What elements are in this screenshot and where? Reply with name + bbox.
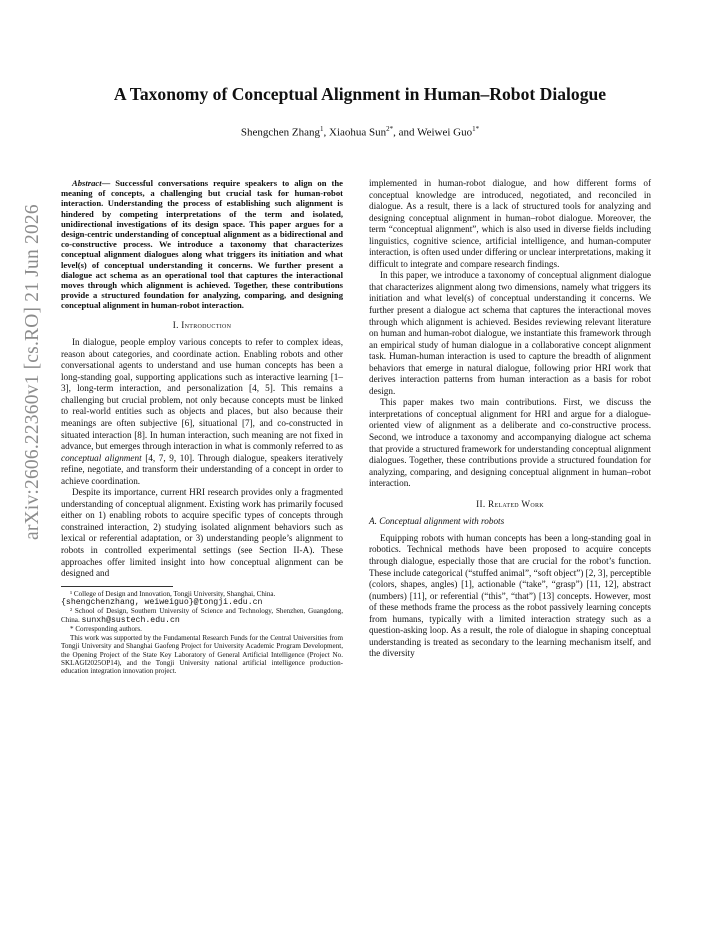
right-column <box>369 178 651 660</box>
footnote-corresponding: * Corresponding authors. <box>70 625 142 634</box>
body-paragraph: This paper makes two main contributions. First, we discuss the interpretations of conceptual alignment for HRI and argue for a dialogue-oriented view of alignment as a deliberate and co-constructive process. Second, we introduce a taxonomy and accompanying dialogue act schema that provide a structured framework for understanding conceptual alignment dialogues. Together, these contributions provide a structured foundation for analyzing, comparing, and designing conceptual alignment in human–robot interaction. <box>369 397 651 489</box>
footnote-rule <box>61 586 173 587</box>
subsection-heading: A. Conceptual alignment with robots <box>369 516 505 527</box>
body-paragraph: implemented in human-robot dialogue, and how different forms of conceptual knowledge are introduced, negotiated, and reconciled in dialogue. As a result, there is a lack of structured tools for analyzing and designing conceptual alignment in human–robot dialogue. Moreover, the term “conceptual alignment”, which is also used in diverse fields including linguistics, cognitive science, artificial intelligence, and human-computer interaction, is often used under differing or unclear interpretations, making it difficult to integrate and compare research findings. <box>369 178 652 269</box>
author-name: Weiwei Guo <box>417 126 473 139</box>
section-heading-introduction: I. Introduction <box>172 319 232 330</box>
author-affiliation-mark: 1 <box>320 125 324 133</box>
author-separator: , and <box>393 126 418 139</box>
arxiv-stamp: arXiv:2606.22360v1 [cs.RO] 21 Jun 2026 <box>22 204 43 540</box>
footnotes <box>61 590 343 676</box>
body-paragraph: Equipping robots with human concepts has been a long-standing goal in robotics. Technical methods have been proposed to acquire concepts through dialogue, especially those that are crucial for the robot’s function. These include categorical (“stuffed animal”, “soft object”) [2, 3], perceptible (colors, shapes, angles) [1], actionable (“take”, “grasp”) [11, 12], abstract (numbers) [11], or referential (“this”, “that”) [13] concepts. However, most of these methods frame the process as the robot passively learning concepts from humans, typically with a limited interaction strategy such as a question-asking loop. As a result, the role of dialogue in shaping conceptual understanding is treated as secondary to the learning mechanism itself, and the diversity <box>369 532 651 659</box>
footnote-affiliation-2 <box>61 607 343 625</box>
section-heading-related-work: II. Related Work <box>476 498 544 509</box>
intro-paragraph: Despite its importance, current HRI research provides only a fragmented understanding of conceptual alignment. Existing work has primarily focused either on 1) enabling robots to acquire specific types of concepts through constrained interaction, 2) studying isolated alignment behaviors such as lexical or referential adaptation, or 3) understanding people’s alignment to robots in controlled experimental settings (see Section II-A). These approaches offer limited insight into how conceptual alignment can be designed and <box>61 487 343 579</box>
author-line <box>0 125 720 139</box>
author-affiliation-mark: 1* <box>472 125 480 133</box>
abstract-text: Successful conversations require speakers to align on the meaning of concepts, a challenging but crucial task for human-robot interaction. Understanding the process of establishing such alignment is hindered by competing interpretations of the term and isolated, unidirectional investigations of its design space. This paper argues for a design-centric understanding of conceptual alignment as a bidirectional and co-constructive process. We introduce a taxonomy that characterizes conceptual alignment dialogues along what triggers its initiation and what level(s) of conceptual understanding it concerns. We further present a dialogue act schema as an operational tool that captures the interactional moves through which alignment is achieved. Together, these contributions provide a structured foundation for analyzing, comparing, and designing conceptual alignment in human-robot interaction. <box>61 178 343 311</box>
abstract-dash: — <box>101 178 116 188</box>
abstract <box>61 178 343 311</box>
footnote-text: ¹ College of Design and Innovation, Tongji University, Shanghai, China. <box>70 589 276 598</box>
author-separator: , <box>323 126 329 139</box>
body-paragraph: In this paper, we introduce a taxonomy of conceptual alignment dialogue that characterizes alignment along two dimensions, namely what triggers its initiation and what level(s) of conceptual understanding it concerns. We further present a dialogue act schema that captures the interactional moves through which alignment is achieved. Besides reviewing relevant literature on human and human-robot dialogue, we instantiate this framework through an empirical study of human dialogue in a collaborative concept alignment task. Human-human interaction is used to capture the breadth of alignment behaviors that emerge in natural dialogue, following prior HRI work that derives interaction patterns from human interaction as a basis for robot design. <box>369 270 651 396</box>
footnote-funding: This work was supported by the Fundamental Research Funds for the Central Universities from Tongji University and Shanghai Gaofeng Project for University Academic Program Development, the Opening Project of the State Key Laboratory of General Artificial Intelligence (Project No. SKLAGI2025OP14), and the Tongji University national artificial intelligence production-education integration innovation project. <box>61 633 343 676</box>
email-address[interactable]: sunxh@sustech.edu.cn <box>81 615 180 625</box>
footnote-affiliation-1 <box>61 590 343 608</box>
author-name: Shengchen Zhang <box>240 126 320 139</box>
abstract-label: Abstract <box>72 178 102 188</box>
email-address[interactable]: {shengchenzhang, weiweiguo}@tongji.edu.cn <box>61 598 263 608</box>
left-column <box>61 178 343 676</box>
paper-title: A Taxonomy of Conceptual Alignment in Human–Robot Dialogue <box>113 84 607 104</box>
intro-text: In dialogue, people employ various concepts to refer to complex ideas, reason about categories, and coordinate action. Enabling robots and other conversational agents to understand and use human concepts has been a long-standing goal, supporting applications such as interactive learning [1–3], long-term interaction, and personalization [4, 5]. This remains a challenging but crucial problem, not only because concepts must be linked to real-world entities such as objects and places, but also because their meanings are often subjective [6], situational [7], and co-constructed in situated interaction [8]. In human interaction, such meaning are not fixed in advance, but emerges through interaction in what is commonly referred to as <box>61 337 343 452</box>
intro-text: [4, 7, 9, 10]. Through dialogue, speakers iteratively refine, negotiate, and transform their understanding of a concept in order to achieve coordination. <box>61 452 343 486</box>
intro-paragraph <box>61 337 343 487</box>
footnote-text: ² School of Design, Southern University of Science and Technology, Shenzhen, Guangdong, China. <box>61 607 343 624</box>
author-affiliation-mark: 2* <box>386 125 394 133</box>
intro-emphasis: conceptual alignment <box>61 452 142 463</box>
author-name: Xiaohua Sun <box>329 126 387 139</box>
